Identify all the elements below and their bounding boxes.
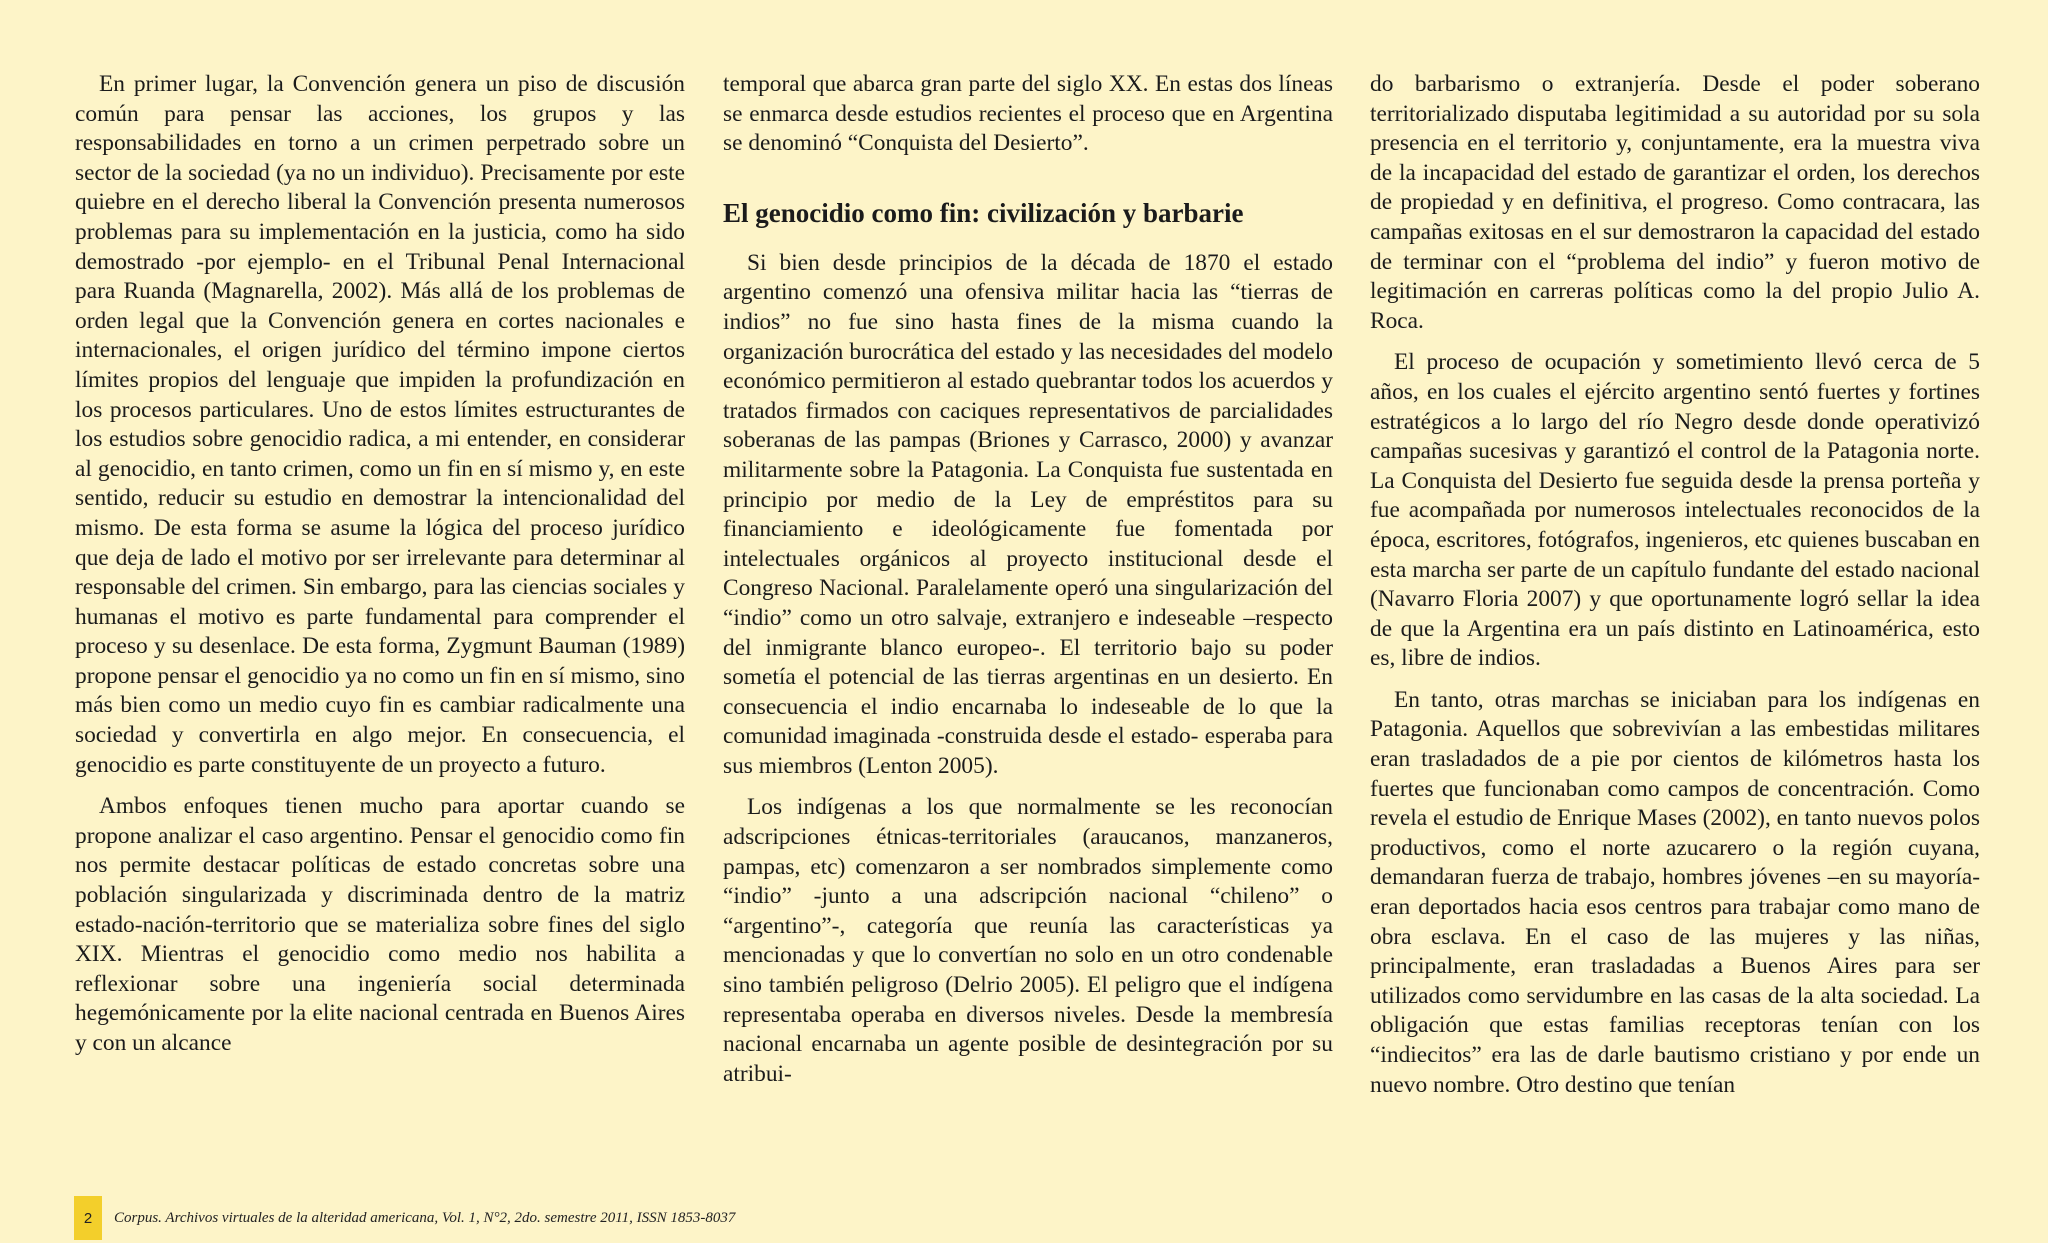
paragraph-continuation-temporal: temporal que abarca gran parte del siglo XX. En estas dos líneas se enmarca desde estudios recientes el proceso que en Argentina se denominó “Conquista del Desierto”. — [723, 71, 1333, 157]
paragraph-continuation-barbarism: do barbarismo o extranjería. Desde el poder soberano territorializado disputaba legitimidad a su autoridad por su sola presencia en el territorio y, conjuntamente, era la muestra viva de la incapacidad del estado de garantizar el orden, los derechos de propiedad y en definitiva, el progreso. Como contracara, las campañas exitosas en el sur demostraron la capacidad del estado de terminar con el “problema del indio” y fueron motivo de legitimación en carreras políticas como la del propio Julio A. Roca. — [1370, 71, 1980, 334]
text-column-1 — [75, 70, 685, 1059]
text-column-3 — [1370, 70, 1980, 1100]
paragraph-both-approaches: Ambos enfoques tienen mucho para aportar cuando se propone analizar el caso argentino. Pensar el genocidio como fin nos permite destacar políticas de estado concretas sobre una población singularizada y discriminada dentro de la matriz estado-nación-territorio que se materializa sobre fines del siglo XIX. Mientras el genocidio como medio nos habilita a reflexionar sobre una ingeniería social determinada hegemónicamente por la elite nacional centrada en Buenos Aires y con un alcance — [75, 793, 685, 1056]
paragraph-convention: En primer lugar, la Convención genera un piso de discusión común para pensar las acciones, los grupos y las responsabilidades en torno a un crimen perpetrado sobre un sector de la sociedad (ya no un individuo). Precisamente por este quiebre en el derecho liberal la Convención presenta numerosos problemas para su implementación en la justicia, como ha sido demostrado -por ejemplo- en el Tribunal Penal Internacional para Ruanda (Magnarella, 2002). Más allá de los problemas de orden legal que la Convención genera en cortes nacionales e internacionales, el origen jurídico del término impone ciertos límites propios del lenguaje que impiden la profundización en los procesos particulares. Uno de estos límites estructurantes de los estudios sobre genocidio radica, a mi entender, en considerar al genocidio, en tanto crimen, como un fin en sí mismo y, en este sentido, reducir su estudio en demostrar la intencionalidad del mismo. De esta forma se asume la lógica del proceso jurídico que deja de lado el motivo por ser irrelevante para determinar al responsable del crimen. Sin embargo, para las ciencias sociales y humanas el motivo es parte fundamental para comprender el proceso y su desenlace. De esta forma, Zygmunt Bauman (1989) propone pensar el genocidio ya no como un fin en sí mismo, sino más bien como un medio cuyo fin es cambiar radicalmente una sociedad y convertirla en algo mejor. En consecuencia, el genocidio es parte constituyente de un proyecto a futuro. — [75, 71, 685, 778]
text-column-2 — [723, 70, 1333, 1089]
paragraph-other-marches: En tanto, otras marchas se iniciaban para los indígenas en Patagonia. Aquellos que sobrevivían a las embestidas militares eran trasladados de a pie por cientos de kilómetros hasta los fuertes que funcionaban como campos de concentración. Como revela el estudio de Enrique Mases (2002), en tanto nuevos polos productivos, como el norte azucarero o la región cuyana, demandaran fuerza de trabajo, hombres jóvenes –en su mayoría- eran deportados hacia esos centros para trabajar como mano de obra esclava. En el caso de las mujeres y las niñas, principalmente, eran trasladadas a Buenos Aires para ser utilizados como servidumbre en las casas de la alta sociedad. La obligación que estas familias receptoras tenían con los “indiecitos” era las de darle bautismo cristiano y por ende un nuevo nombre. Otro destino que tenían — [1370, 686, 1980, 1098]
section-heading: El genocidio como fin: civilización y barbarie — [723, 197, 1244, 228]
page-footer — [74, 1196, 735, 1240]
paragraph-military-offensive: Si bien desde principios de la década de 1870 el estado argentino comenzó una ofensiva militar hacia las “tierras de indios” no fue sino hasta fines de la misma cuando la organización burocrática del estado y las necesidades del modelo económico permitieron al estado quebrantar todos los acuerdos y tratados firmados con caciques representativos de parcialidades soberanas de las pampas (Briones y Carrasco, 2000) y avanzar militarmente sobre la Patagonia. La Conquista fue sustentada en principio por medio de la Ley de empréstitos para su financiamiento e ideológicamente fue fomentada por intelectuales orgánicos al proyecto institucional desde el Congreso Nacional. Paralelamente operó una singularización del “indio” como un otro salvaje, extranjero e indeseable –respecto del inmigrante blanco europeo-. El territorio bajo su poder sometía el potencial de las tierras argentinas en un desierto. En consecuencia el indio encarnaba lo indeseable de lo que la comunidad imaginada -construida desde el estado- esperaba para sus miembros (Lenton 2005). — [723, 249, 1333, 779]
journal-citation: Corpus. Archivos virtuales de la alteridad americana, Vol. 1, N°2, 2do. semestre 2011, ISSN 1853-8037 — [114, 1209, 736, 1226]
paragraph-occupation-process: El proceso de ocupación y sometimiento llevó cerca de 5 años, en los cuales el ejército argentino sentó fuertes y fortines estratégicos a lo largo del río Negro desde donde operativizó campañas sucesivas y garantizó el control de la Patagonia norte. La Conquista del Desierto fue seguida desde la prensa porteña y fue acompañada por numerosos intelectuales reconocidos de la época, escritores, fotógrafos, ingenieros, etc quienes buscaban en esta marcha ser parte de un capítulo fundante del estado nacional (Navarro Floria 2007) y que oportunamente logró sellar la idea de que la Argentina era un país distinto en Latinoamérica, esto es, libre de indios. — [1370, 349, 1980, 672]
paragraph-indigenous-naming: Los indígenas a los que normalmente se les reconocían adscripciones étnicas-territoriales (araucanos, manzaneros, pampas, etc) comenzaron a ser nombrados simplemente como “indio” -junto a una adscripción nacional “chileno” o “argentino”-, categoría que reunía las características ya mencionadas y que lo convertían no solo en un otro condenable sino también peligroso (Delrio 2005). El peligro que el indígena representaba operaba en diversos niveles. Desde la membresía nacional encarnaba un agente posible de desintegración por su atribui- — [723, 794, 1333, 1087]
page-number: 2 — [74, 1196, 102, 1240]
